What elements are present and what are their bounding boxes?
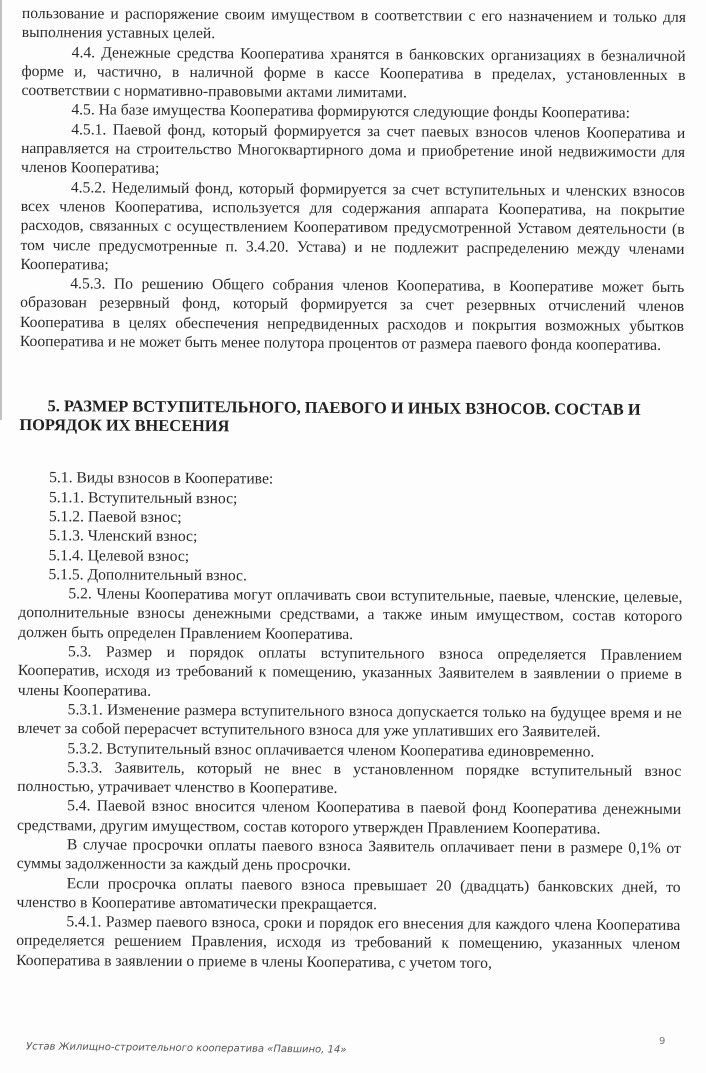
paragraph-5-3-2: 5.3.2. Вступительный взнос оплачивается членом Кооператива единовременно. [67, 739, 595, 761]
section-5-heading: 5. РАЗМЕР ВСТУПИТЕЛЬНОГО, ПАЕВОГО И ИНЫХ ВЗНОСОВ. СОСТАВ И ПОРЯДОК ИХ ВНЕСЕНИЯ [19, 396, 641, 436]
list-item: 5.1. Виды взносов в Кооперативе: [49, 469, 274, 488]
paragraph-5-3: 5.3. Размер и порядок оплаты вступительного взноса определяется Правлением Кооператив, исходя из требований к помещению, указанных Заявителем в заявлении о приеме в члены Кооператива. [17, 643, 683, 700]
list-item: 5.1.4. Целевой взнос; [48, 546, 190, 565]
paragraph-5-4-1: 5.4.1. Размер паевого взноса, сроки и порядок его внесения для каждого члена Кооператива определяется решением Правления, исходя из требований к помещению, указанных членом Кооператива в заявлении о приеме в члены Кооператива, с учетом того, [16, 913, 681, 972]
paragraph-5-3-1: 5.3.1. Изменение размера вступительного взноса допускается только на будущее время и не влечет за собой перерасчет вступительного взноса для уже уплативших его Заявителей. [17, 701, 682, 741]
list-item: 5.1.1. Вступительный взнос; [48, 488, 238, 507]
paragraph-5-4-penalty: В случае просрочки оплаты паевого взноса Заявитель оплачивает пени в размере 0,1% от суммы задолженности за каждый день просрочки. [16, 836, 681, 875]
paragraph-5-4: 5.4. Паевой взнос вносится членом Кооператива в паевой фонд Кооператива денежными средствами, другим имуществом, состав которого утвержден Правлением Кооператива. [16, 797, 682, 838]
document-body [16, 4, 686, 974]
contribution-types-list [18, 468, 683, 588]
page-number: 9 [659, 1036, 666, 1047]
scan-edge [0, 0, 2, 420]
paragraph-5-4-termination: Если просрочка оплаты паевого взноса превышает 20 (двадцать) банковских дней, то членство в Кооперативе автоматически прекращается. [16, 874, 681, 914]
paragraph-4-5-3: 4.5.3. По решению Общего собрания членов Кооператива, в Кооперативе может быть образован резервный фонд, который формируется за счет резервных отчислений членов Кооператива в целях обеспечения непредвиденных расходов и покрытия возможных убытков Кооператива и не может быть менее полутора процентов от размера паевого фонда кооператива. [19, 275, 685, 354]
paragraph-4-4: 4.4. Денежные средства Кооператива хранятся в банковских организациях в безналичной форме и, частично, в наличной форме в кассе Кооператива в пределах, установленных в соответствии с нормативно-правовыми актами лимитами. [21, 43, 686, 102]
paragraph-4-3-continuation: пользование и распоряжение своим имуществом в соответствии с его назначением и только для выполнения уставных целей. [21, 4, 686, 43]
page-footer: Устав Жилищно-строительного кооператива «Павшино, 14» [25, 1041, 347, 1056]
list-item: 5.1.5. Дополнительный взнос. [48, 566, 247, 585]
paragraph-4-5-2: 4.5.2. Неделимый фонд, который формируется за счет вступительных и членских взносов всех членов Кооператива, используется для содержания аппарата Кооператива, на покрытие расходов, связанных с осуществлением Кооперативом предусмотренной Уставом деятельности (в том числе предусмотренные п. 3.4.20. Устава) и не подлежит распределению между членами Кооператива; [20, 178, 685, 274]
paragraph-5-3-3: 5.3.3. Заявитель, который не внес в установленном порядке вступительный взнос полностью, утрачивает членство в Кооперативе. [17, 759, 682, 798]
paragraph-5-2: 5.2. Члены Кооператива могут оплачивать свои вступительные, паевые, членские, целевые, дополнительные взносы денежными средствами, а также иным имуществом, состав которого должен быть определен Правлением Кооператива. [18, 585, 683, 643]
list-item: 5.1.3. Членский взнос; [48, 527, 198, 546]
paragraph-4-5-1: 4.5.1. Паевой фонд, который формируется за счет паевых взносов членов Кооператива и направляется на строительство Многоквартирного дома и приобретение иной недвижимости для членов Кооператива; [20, 121, 686, 178]
list-item: 5.1.2. Паевой взнос; [48, 508, 182, 526]
paragraph-4-5: 4.5. На базе имущества Кооператива формируются следующие фонды Кооператива: [71, 101, 630, 123]
